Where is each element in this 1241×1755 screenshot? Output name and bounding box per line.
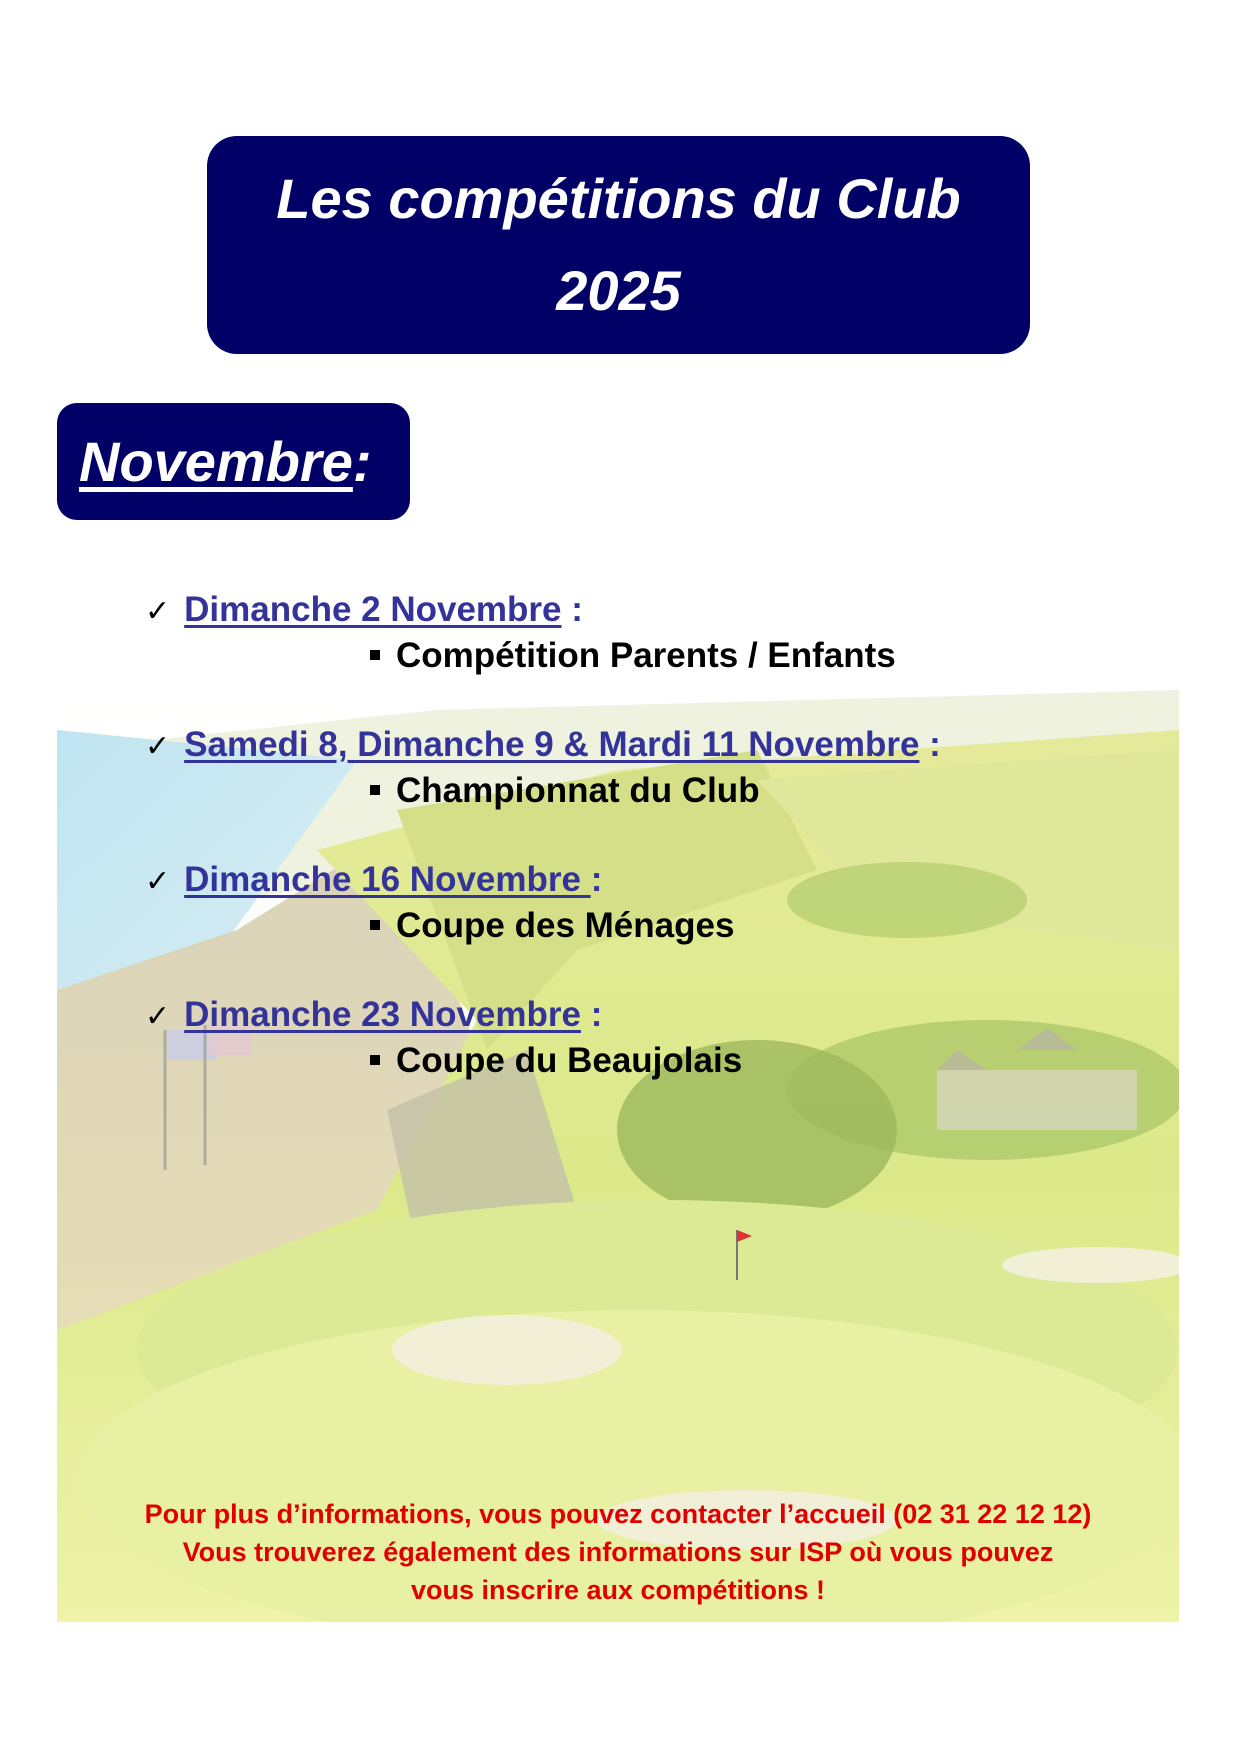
- square-bullet-icon: [370, 650, 380, 660]
- event-detail-text: Coupe du Beaujolais: [396, 1041, 743, 1080]
- event-item: [145, 995, 602, 1035]
- check-icon: ✓: [145, 595, 171, 628]
- event-detail: [370, 906, 734, 946]
- month-name: Novembre: [79, 430, 353, 493]
- month-suffix: :: [352, 430, 372, 493]
- event-detail-text: Coupe des Ménages: [396, 906, 735, 945]
- contact-footer: [57, 1495, 1179, 1609]
- check-icon: ✓: [145, 1000, 171, 1033]
- title-banner: [207, 136, 1030, 354]
- event-date-colon: :: [580, 995, 603, 1034]
- event-date-colon: :: [590, 860, 603, 899]
- event-detail: [370, 771, 760, 811]
- event-detail: [370, 636, 896, 676]
- golf-course-background-image: [57, 690, 1179, 1622]
- title-line-2: 2025: [556, 259, 681, 322]
- golf-course-illustration: [57, 690, 1179, 1622]
- check-icon: ✓: [145, 865, 171, 898]
- square-bullet-icon: [370, 1055, 380, 1065]
- event-date: Dimanche 23 Novembre: [184, 995, 581, 1034]
- event-item: [145, 725, 941, 765]
- event-date: Samedi 8, Dimanche 9 & Mardi 11 Novembre: [184, 725, 920, 764]
- square-bullet-icon: [370, 920, 380, 930]
- event-date-colon: :: [919, 725, 941, 764]
- square-bullet-icon: [370, 785, 380, 795]
- event-detail-text: Championnat du Club: [396, 771, 760, 810]
- event-item: [145, 860, 602, 900]
- footer-line-1: Pour plus d’informations, vous pouvez contacter l’accueil (02 31 22 12 12): [144, 1499, 1092, 1529]
- event-detail-text: Compétition Parents / Enfants: [396, 636, 896, 675]
- event-detail: [370, 1041, 742, 1081]
- event-date: Dimanche 16 Novembre: [184, 860, 591, 899]
- check-icon: ✓: [145, 730, 171, 763]
- footer-line-2: Vous trouverez également des informations sur ISP où vous pouvez: [182, 1537, 1054, 1567]
- title-line-1: Les compétitions du Club: [276, 167, 961, 230]
- event-date-colon: :: [561, 590, 583, 629]
- footer-line-3: vous inscrire aux compétitions !: [410, 1575, 826, 1605]
- event-item: [145, 590, 583, 630]
- event-date: Dimanche 2 Novembre: [184, 590, 562, 629]
- month-banner: [57, 403, 410, 520]
